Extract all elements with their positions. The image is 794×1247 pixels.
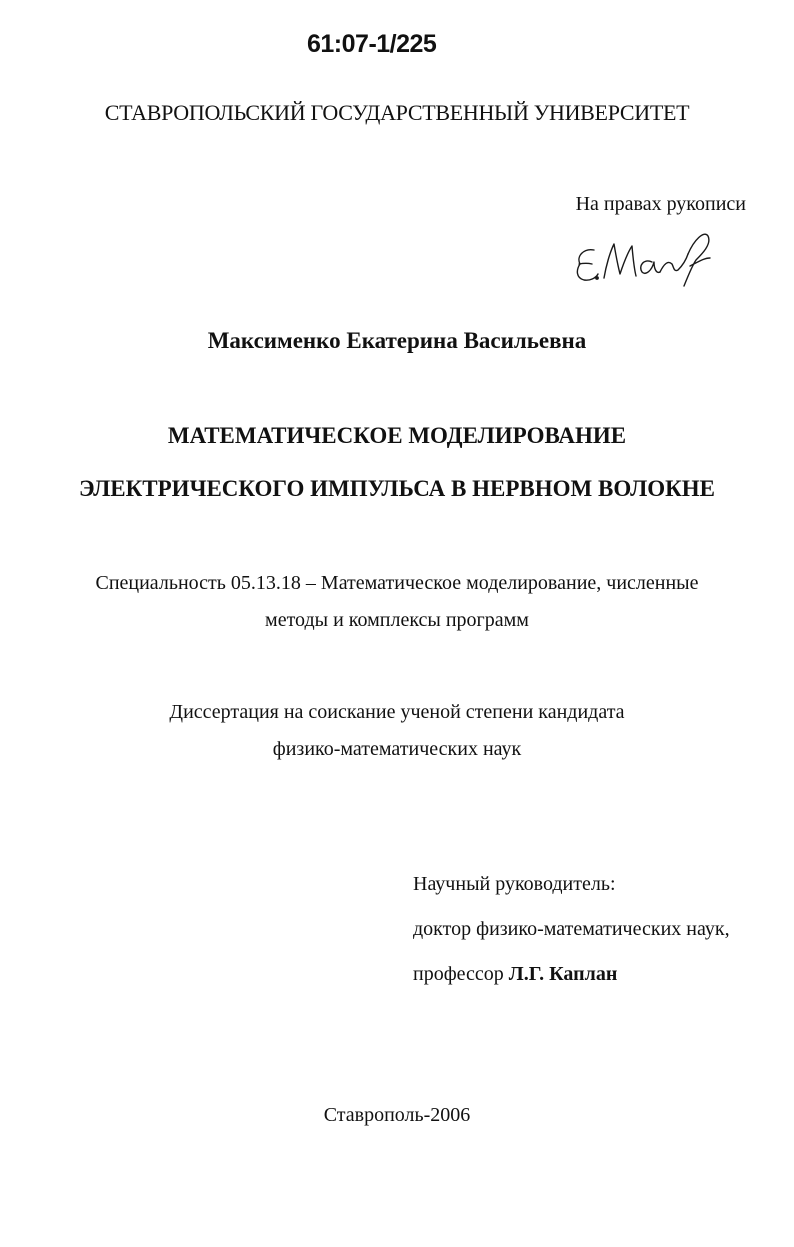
- supervisor-degree: доктор физико-математических наук,: [413, 918, 730, 940]
- dissertation-title-line-2: ЭЛЕКТРИЧЕСКОГО ИМПУЛЬСА В НЕРВНОМ ВОЛОКНЕ: [78, 476, 715, 501]
- manuscript-rights-note: На правах рукописи: [575, 193, 746, 215]
- university-name: СТАВРОПОЛЬСКИЙ ГОСУДАРСТВЕННЫЙ УНИВЕРСИТЕТ: [104, 100, 690, 125]
- supervisor-label: Научный руководитель:: [413, 873, 616, 895]
- specialty-line-2: методы и комплексы программ: [265, 609, 529, 631]
- supervisor-name: Л.Г. Каплан: [508, 963, 618, 985]
- author-name: Максименко Екатерина Васильевна: [207, 328, 587, 353]
- city-year: Ставрополь-2006: [323, 1104, 471, 1126]
- dissertation-degree-line-1: Диссертация на соискание ученой степени кандидата: [169, 701, 625, 723]
- specialty-line-1: Специальность 05.13.18 – Математическое моделирование, численные: [95, 572, 699, 594]
- dissertation-title-line-1: МАТЕМАТИЧЕСКОЕ МОДЕЛИРОВАНИЕ: [167, 423, 627, 448]
- document-code: 61:07-1/225: [307, 30, 437, 58]
- dissertation-degree-line-2: физико-математических наук: [272, 738, 522, 760]
- supervisor-position-line: [413, 963, 617, 986]
- signature-image: [570, 226, 720, 291]
- supervisor-position: профессор: [413, 963, 504, 985]
